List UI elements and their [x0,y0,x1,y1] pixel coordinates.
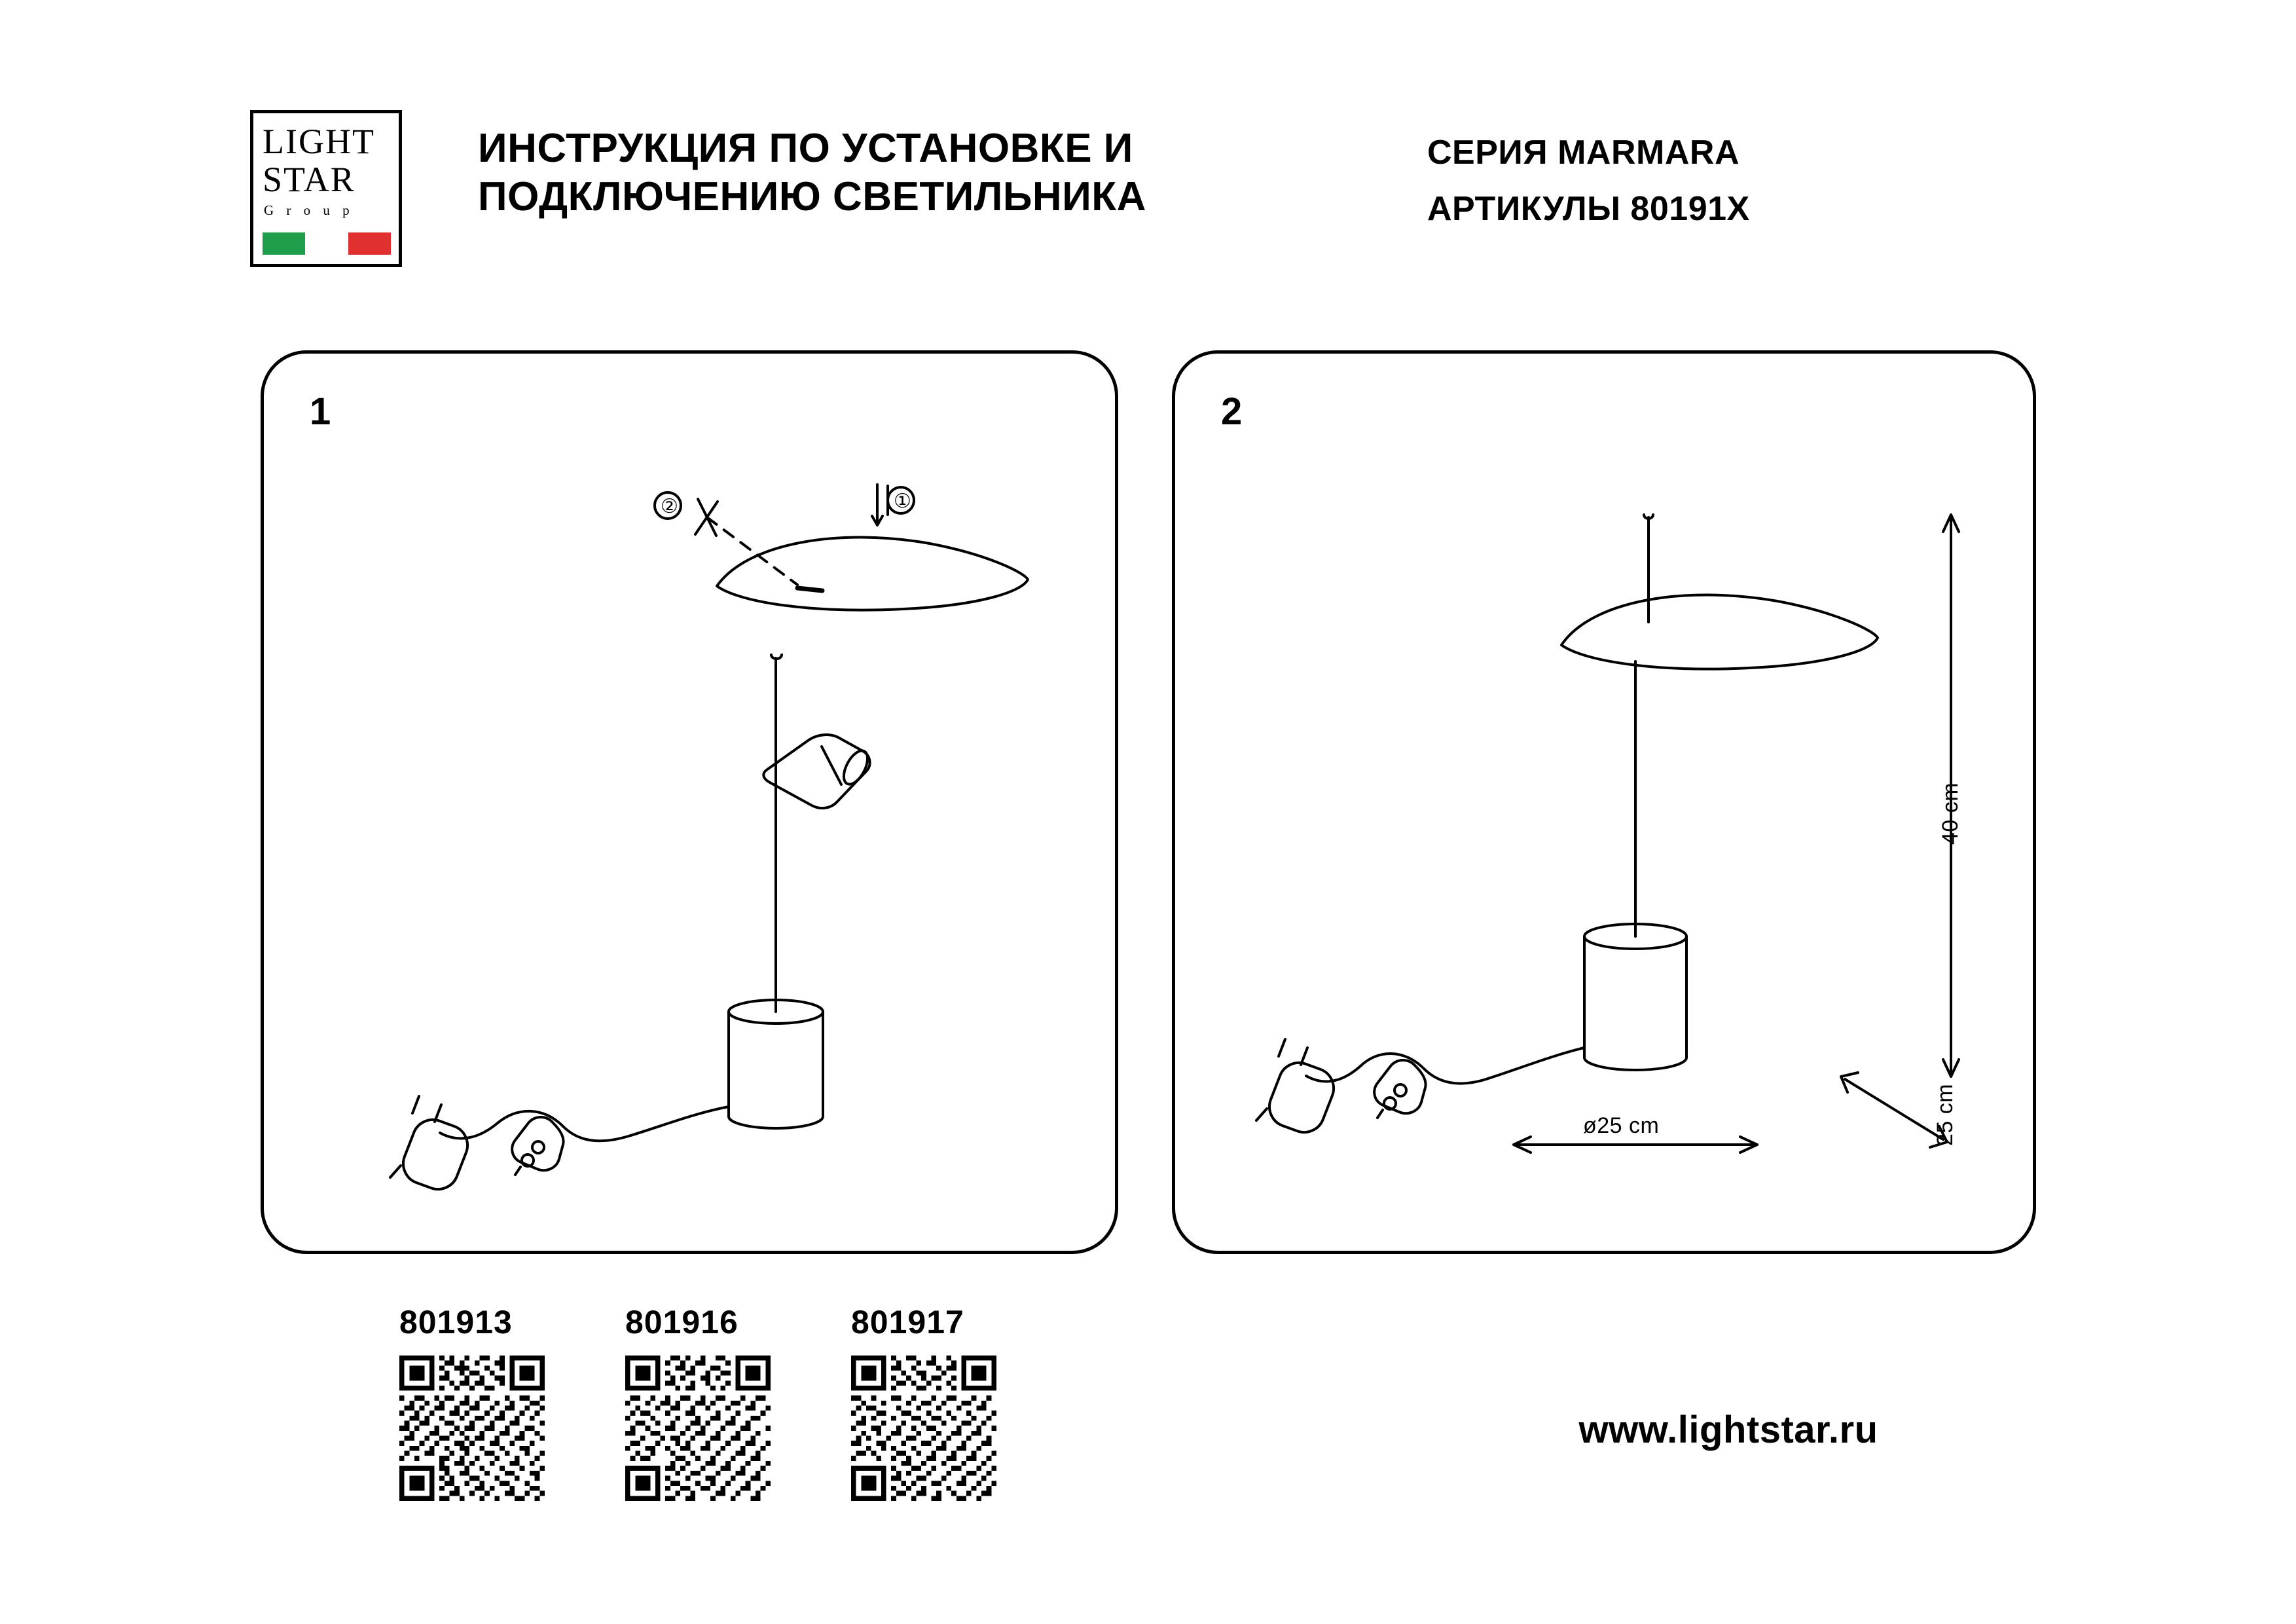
logo-line-2: STAR [263,160,355,199]
product-code-label: 801917 [851,1304,964,1340]
page-title: ИНСТРУКЦИЯ ПО УСТАНОВКЕ И ПОДКЛЮЧЕНИЮ СВЕТИЛЬНИКА [478,126,1146,219]
qr-code-icon [399,1356,545,1501]
step-number-1: 1 [310,390,331,433]
brand-logo [250,110,402,267]
depth-dimension-label: 25 cm [1933,1083,1958,1146]
qr-code-icon [625,1356,771,1501]
product-code-label: 801913 [399,1304,513,1340]
product-code-item [851,1303,1015,1501]
height-dimension-label: 40 cm [1938,782,1963,845]
website-url[interactable]: www.lightstar.ru [1578,1409,1878,1451]
step-panel-1 [261,350,1118,1254]
logo-line-1: LIGHT [263,122,375,161]
qr-code-icon [851,1356,996,1501]
diameter-dimension-label: ø25 cm [1583,1113,1660,1138]
callout-label-2: ② [661,496,678,517]
italian-flag-icon [263,232,391,255]
series-name: СЕРИЯ MARMARA [1427,134,1740,172]
step-number-2: 2 [1221,390,1243,433]
series-info [1427,124,2082,237]
logo-group-text: G r o u p [264,202,354,218]
article-numbers: АРТИКУЛЫ 80191X [1427,190,1750,228]
product-code-item [399,1303,563,1501]
callout-label-1: ① [894,490,911,512]
product-code-label: 801916 [625,1304,738,1340]
product-code-item [625,1303,789,1501]
